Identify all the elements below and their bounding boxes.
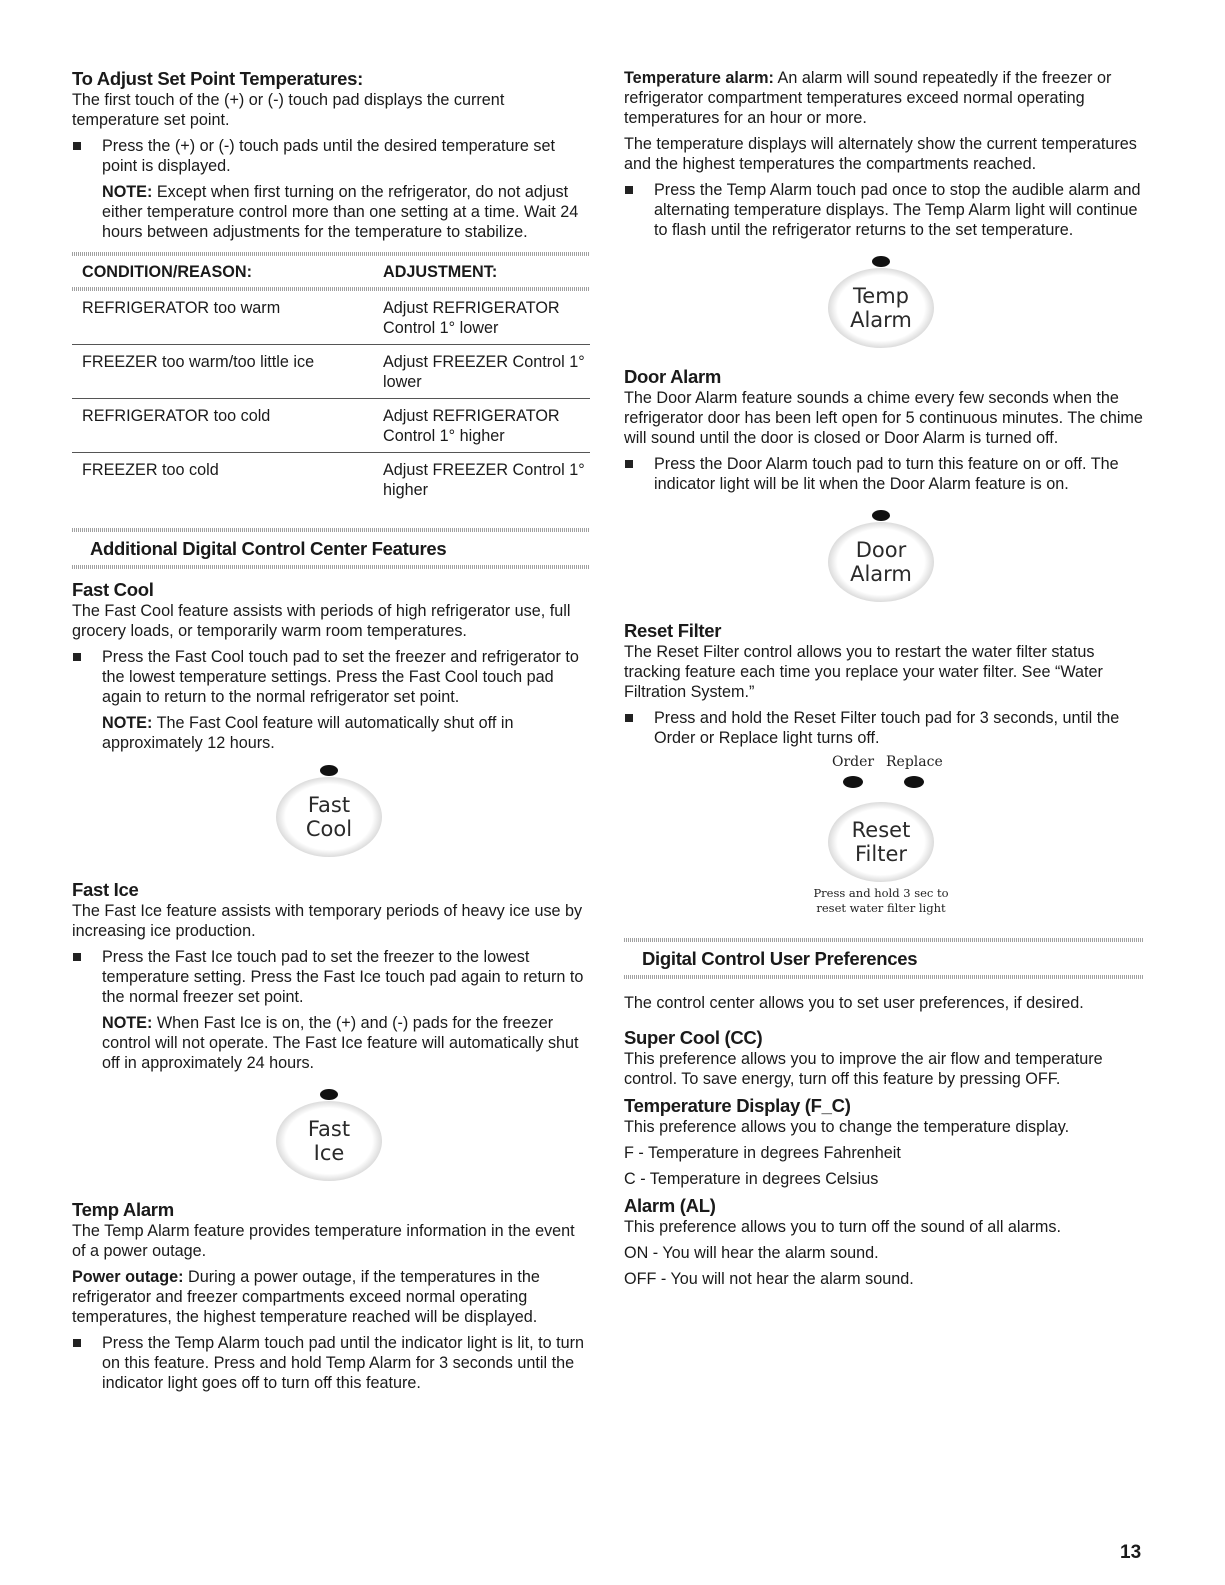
caption-line: reset water filter light xyxy=(816,901,946,915)
door-alarm-bullet: Press the Door Alarm touch pad to turn this feature on or off. The indicator light will be lit when the Door Alarm feature is on. xyxy=(624,454,1144,494)
adjust-intro: The first touch of the (+) or (-) touch pad displays the current temperature set point. xyxy=(72,91,505,129)
left-column xyxy=(72,62,590,1399)
button-line: Temp xyxy=(853,284,909,308)
adjustment-cell: Adjust REFRIGERATOR Control 1° higher xyxy=(383,407,560,445)
reset-filter-intro: The Reset Filter control allows you to restart the water filter status tracking feature each time you replace your water filter. See “Water Filtration System.” xyxy=(624,643,1103,701)
header-condition: CONDITION/REASON: xyxy=(82,263,252,281)
band-bottom-rule xyxy=(72,565,590,569)
features-section-band xyxy=(72,528,590,569)
band-top-rule xyxy=(624,938,1144,942)
button-line: Alarm xyxy=(850,308,912,332)
button-line: Reset xyxy=(851,818,911,842)
celsius-line: C - Temperature in degrees Celsius xyxy=(624,1170,879,1188)
super-cool-text: This preference allows you to improve the air flow and temperature control. To save energy, turn off this feature by pressing OFF. xyxy=(624,1050,1103,1088)
alarm-on-line: ON - You will hear the alarm sound. xyxy=(624,1244,879,1262)
note-text: The Fast Cool feature will automatically shut off in approximately 12 hours. xyxy=(102,714,514,752)
prefs-section-band xyxy=(624,938,1144,979)
temp-alarm-stop-bullet: Press the Temp Alarm touch pad once to stop the audible alarm and alternating temperature displays. The Temp Alarm light will continue to flash until the refrigerator returns to the set temperature. xyxy=(624,180,1144,240)
fast-ice-note xyxy=(72,1013,590,1073)
fast-cool-note xyxy=(72,713,590,753)
note-text: Except when first turning on the refrigerator, do not adjust either temperature control more than one setting at a time. Wait 24 hours between adjustments for the temperature to stabilize. xyxy=(102,183,579,241)
order-label: Order xyxy=(832,754,875,770)
header-adjustment: ADJUSTMENT: xyxy=(383,263,498,281)
fast-cool-heading: Fast Cool xyxy=(72,579,154,600)
table-row xyxy=(72,453,590,506)
caption-line: Press and hold 3 sec to xyxy=(813,886,949,900)
temp-display-heading: Temperature Display (F_C) xyxy=(624,1095,851,1116)
temperature-alarm-label: Temperature alarm: xyxy=(624,69,774,87)
button-line: Door xyxy=(855,538,907,562)
reset-filter-caption xyxy=(781,886,981,916)
door-alarm-button-figure xyxy=(624,504,1144,604)
indicator-light-icon xyxy=(872,256,890,267)
table-row xyxy=(72,345,590,399)
temp-display-text: This preference allows you to change the temperature display. xyxy=(624,1118,1070,1136)
table-top-rule xyxy=(72,252,590,256)
fast-ice-button[interactable] xyxy=(276,1101,382,1181)
button-line: Filter xyxy=(854,842,907,866)
table-header-rule xyxy=(72,287,590,291)
indicator-light-icon xyxy=(320,765,338,776)
note-label: NOTE: xyxy=(102,714,153,732)
prefs-intro: The control center allows you to set user preferences, if desired. xyxy=(624,994,1084,1012)
indicator-light-icon xyxy=(872,510,890,521)
alarm-al-heading: Alarm (AL) xyxy=(624,1195,716,1216)
button-line: Alarm xyxy=(850,562,912,586)
door-alarm-intro: The Door Alarm feature sounds a chime every few seconds when the refrigerator door has been left open for 5 continuous minutes. The chime will sound until the door is closed or Door Alarm is turned off. xyxy=(624,389,1143,447)
temp-display-paragraph: The temperature displays will alternately show the current temperatures and the highest temperatures the compartments reached. xyxy=(624,135,1137,173)
fast-ice-bullet: Press the Fast Ice touch pad to set the freezer to the lowest temperature setting. Press the Fast Ice touch pad again to return to the normal freezer set point. xyxy=(72,947,590,1007)
condition-cell: FREEZER too cold xyxy=(82,461,219,479)
adjust-bullet: Press the (+) or (-) touch pads until the desired temperature set point is displayed. xyxy=(72,136,590,176)
temperature-alarm-paragraph xyxy=(624,68,1144,128)
temp-alarm-button[interactable] xyxy=(828,268,934,348)
fast-cool-intro: The Fast Cool feature assists with periods of high refrigerator use, full grocery loads, or temporarily warm room temperatures. xyxy=(72,602,571,640)
power-outage-text: During a power outage, if the temperatures in the refrigerator and freezer compartments exceed normal operating temperatures, the highest temperature reached will be displayed. xyxy=(72,1268,540,1326)
note-label: NOTE: xyxy=(102,1014,153,1032)
reset-filter-button-figure xyxy=(624,754,1144,922)
features-band-title: Additional Digital Control Center Features xyxy=(90,538,447,559)
order-light-icon xyxy=(843,776,863,788)
alarm-al-text: This preference allows you to turn off the sound of all alarms. xyxy=(624,1218,1061,1236)
condition-cell: FREEZER too warm/too little ice xyxy=(82,353,315,371)
fast-cool-bullet: Press the Fast Cool touch pad to set the freezer and refrigerator to the lowest temperature settings. Press the Fast Cool touch pad again to return to the normal refrigerator set point. xyxy=(72,647,590,707)
fast-ice-intro: The Fast Ice feature assists with temporary periods of heavy ice use by increasing ice production. xyxy=(72,902,583,940)
adjustment-cell: Adjust REFRIGERATOR Control 1° lower xyxy=(383,299,560,337)
button-line: Ice xyxy=(313,1141,345,1165)
fast-cool-button-figure xyxy=(72,763,590,863)
replace-light-icon xyxy=(904,776,924,788)
condition-cell: REFRIGERATOR too warm xyxy=(82,299,281,317)
table-row xyxy=(72,399,590,453)
fast-cool-button[interactable] xyxy=(276,777,382,857)
door-alarm-button[interactable] xyxy=(828,522,934,602)
band-bottom-rule xyxy=(624,975,1144,979)
fast-ice-heading: Fast Ice xyxy=(72,879,139,900)
super-cool-heading: Super Cool (CC) xyxy=(624,1027,763,1048)
adjustment-cell: Adjust FREEZER Control 1° higher xyxy=(383,461,585,499)
condition-cell: REFRIGERATOR too cold xyxy=(82,407,271,425)
adjust-note xyxy=(72,182,590,242)
fahrenheit-line: F - Temperature in degrees Fahrenheit xyxy=(624,1144,901,1162)
note-text: When Fast Ice is on, the (+) and (-) pads for the freezer control will not operate. The Fast Ice feature will automatically shut off in approximately 24 hours. xyxy=(102,1014,579,1072)
note-label: NOTE: xyxy=(102,183,153,201)
reset-filter-button[interactable] xyxy=(828,802,934,882)
button-line: Fast xyxy=(307,1117,351,1141)
temp-alarm-heading: Temp Alarm xyxy=(72,1199,174,1220)
temp-alarm-button-figure xyxy=(624,250,1144,350)
power-outage-paragraph xyxy=(72,1267,590,1327)
right-column xyxy=(624,62,1144,1295)
temperature-alarm-text: An alarm will sound repeatedly if the freezer or refrigerator compartment temperatures exceed normal operating temperatures for an hour or more. xyxy=(624,69,1112,127)
button-line: Cool xyxy=(305,817,353,841)
adjust-heading: To Adjust Set Point Temperatures: xyxy=(72,68,363,89)
adjustment-cell: Adjust FREEZER Control 1° lower xyxy=(383,353,585,391)
indicator-light-icon xyxy=(320,1089,338,1100)
alarm-off-line: OFF - You will not hear the alarm sound. xyxy=(624,1270,914,1288)
reset-filter-heading: Reset Filter xyxy=(624,620,722,641)
door-alarm-heading: Door Alarm xyxy=(624,366,722,387)
prefs-band-title: Digital Control User Preferences xyxy=(642,948,918,969)
temp-alarm-bullet: Press the Temp Alarm touch pad until the indicator light is lit, to turn on this feature. Press and hold Temp Alarm for 3 seconds until the indicator light goes off to turn off this feature. xyxy=(72,1333,590,1393)
page-number: 13 xyxy=(1120,1542,1142,1563)
fast-ice-button-figure xyxy=(72,1083,590,1183)
temp-alarm-intro: The Temp Alarm feature provides temperature information in the event of a power outage. xyxy=(72,1222,575,1260)
power-outage-label: Power outage: xyxy=(72,1268,184,1286)
band-top-rule xyxy=(72,528,590,532)
reset-filter-bullet: Press and hold the Reset Filter touch pad for 3 seconds, until the Order or Replace light turns off. xyxy=(624,708,1144,748)
condition-table xyxy=(72,252,590,506)
button-line: Fast xyxy=(307,793,351,817)
table-header xyxy=(72,256,590,287)
replace-label: Replace xyxy=(886,754,943,770)
table-row xyxy=(72,291,590,345)
